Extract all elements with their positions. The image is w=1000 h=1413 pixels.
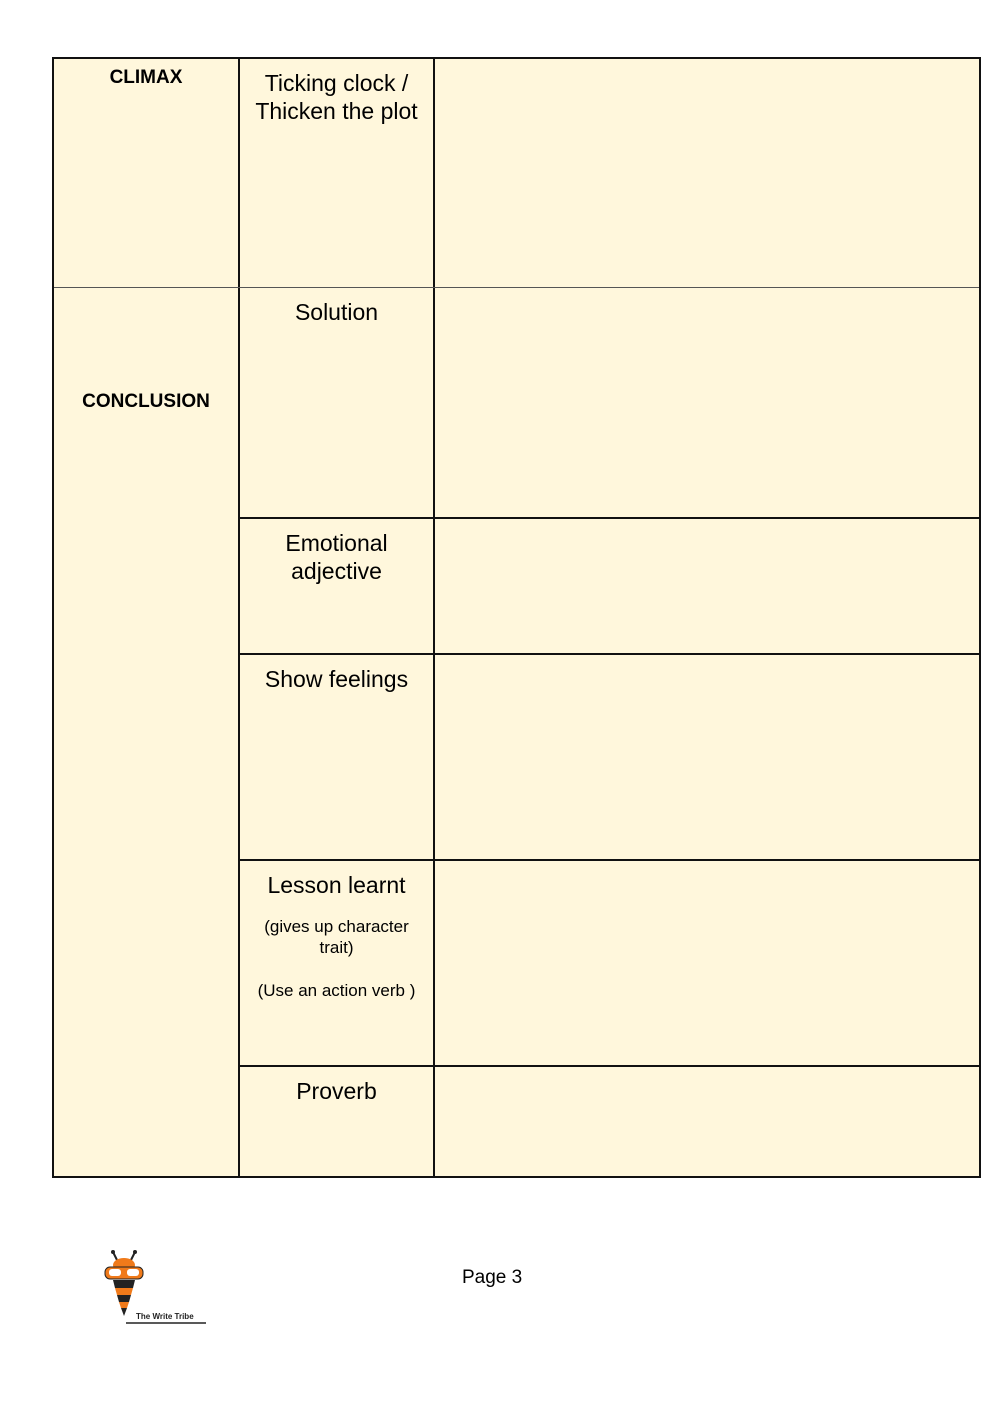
row-label-lesson-learnt-title: Lesson learnt — [267, 872, 406, 898]
answer-cell-solution[interactable] — [435, 288, 979, 517]
row-note-character-trait-line1: (gives up character — [264, 917, 409, 936]
column-divider-1 — [238, 59, 240, 1176]
row-label-ticking-clock-line1: Ticking clock / — [264, 70, 409, 96]
row-label-ticking-clock-line2: Thicken the plot — [255, 98, 418, 124]
row-label-proverb: Proverb — [296, 1078, 377, 1104]
answer-cell-show-feelings[interactable] — [435, 655, 979, 859]
page-number: Page 3 — [462, 1267, 523, 1288]
answer-cell-emotional-adjective[interactable] — [435, 519, 979, 653]
row-label-emotional-adjective — [240, 529, 433, 585]
row-label-lesson-learnt — [240, 871, 433, 1001]
story-plan-table — [52, 57, 981, 1178]
bee-logo-icon — [100, 1250, 210, 1325]
answer-cell-lesson-learnt[interactable] — [435, 861, 979, 1065]
answer-cell-ticking-clock[interactable] — [435, 59, 979, 287]
row-label-show-feelings: Show feelings — [264, 666, 409, 692]
row-note-character-trait-line2: trait) — [319, 938, 354, 957]
row-label-emotional-line1: Emotional — [285, 530, 388, 556]
row-note-action-verb: (Use an action verb ) — [257, 981, 416, 1000]
answer-cell-proverb[interactable] — [435, 1067, 979, 1176]
write-tribe-logo — [100, 1250, 210, 1325]
section-label-climax: CLIMAX — [109, 67, 183, 88]
section-label-conclusion: CONCLUSION — [82, 391, 210, 412]
row-label-ticking-clock — [240, 69, 433, 125]
row-label-solution: Solution — [294, 299, 379, 325]
row-label-emotional-line2: adjective — [291, 558, 382, 584]
logo-text: The Write Tribe — [136, 1312, 194, 1321]
